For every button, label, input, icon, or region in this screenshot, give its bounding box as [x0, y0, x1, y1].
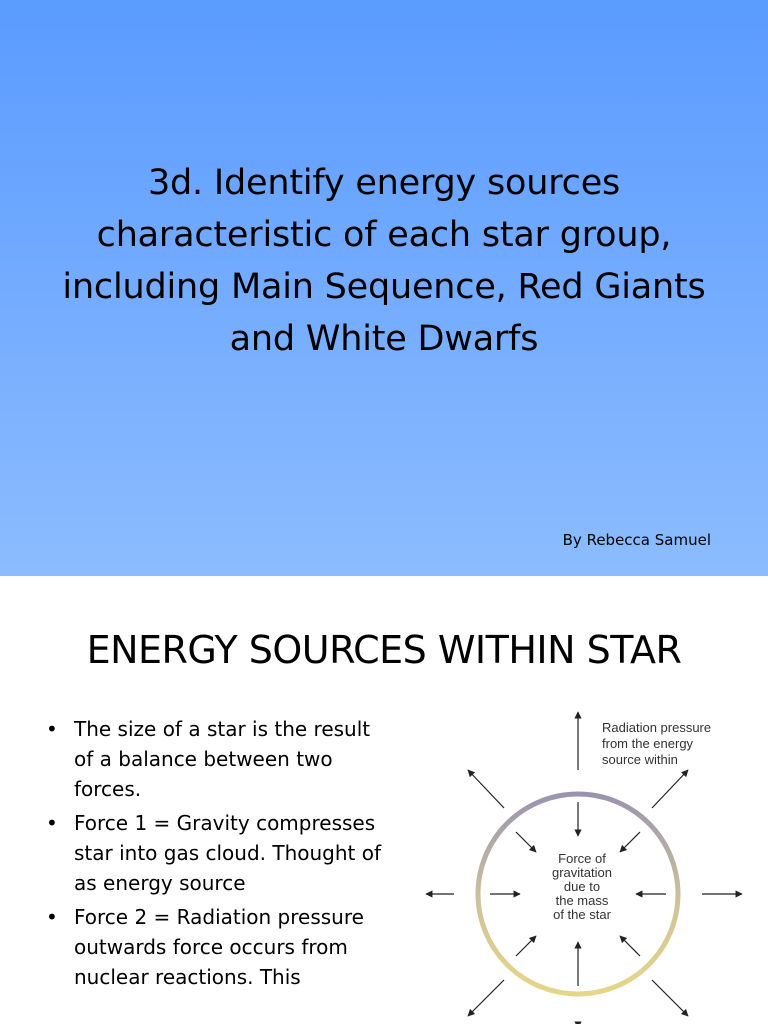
bullet-item [46, 902, 386, 992]
slide-heading: ENERGY SOURCES WITHIN STAR [86, 628, 682, 672]
bullet-text: Force 1 = Gravity compresses star into gas cloud. Thought of as energy source [74, 811, 382, 895]
svg-text:Radiation pressure: Radiation pressure [602, 720, 712, 735]
bullet-item [46, 714, 386, 804]
author-credit: By Rebecca Samuel [562, 531, 711, 549]
radiation-pressure-label [602, 720, 711, 767]
bullet-icon: • [46, 811, 58, 835]
bullet-text: The size of a star is the result of a balance between two forces. [74, 717, 371, 801]
bullet-item [46, 808, 386, 898]
star-forces-diagram [420, 710, 760, 1024]
gravitation-label [552, 851, 612, 922]
slide-title: 3d. Identify energy sources characteristic of each star group, including Main Sequence, Red Giants and White Dwarfs [62, 163, 706, 359]
bullet-icon: • [46, 717, 58, 741]
svg-text:from the energy: from the energy [602, 736, 694, 751]
svg-text:source within: source within [602, 752, 678, 767]
svg-text:due to: due to [563, 879, 601, 894]
bullet-icon: • [46, 905, 58, 929]
svg-text:the mass: the mass [555, 893, 609, 908]
svg-text:gravitation: gravitation [552, 865, 612, 880]
bullet-list [46, 714, 386, 996]
svg-text:Force of: Force of [558, 851, 606, 866]
bullet-text: Force 2 = Radiation pressure outwards force occurs from nuclear reactions. This [74, 905, 364, 989]
svg-text:of the star: of the star [553, 907, 611, 922]
content-slide [0, 576, 768, 1024]
